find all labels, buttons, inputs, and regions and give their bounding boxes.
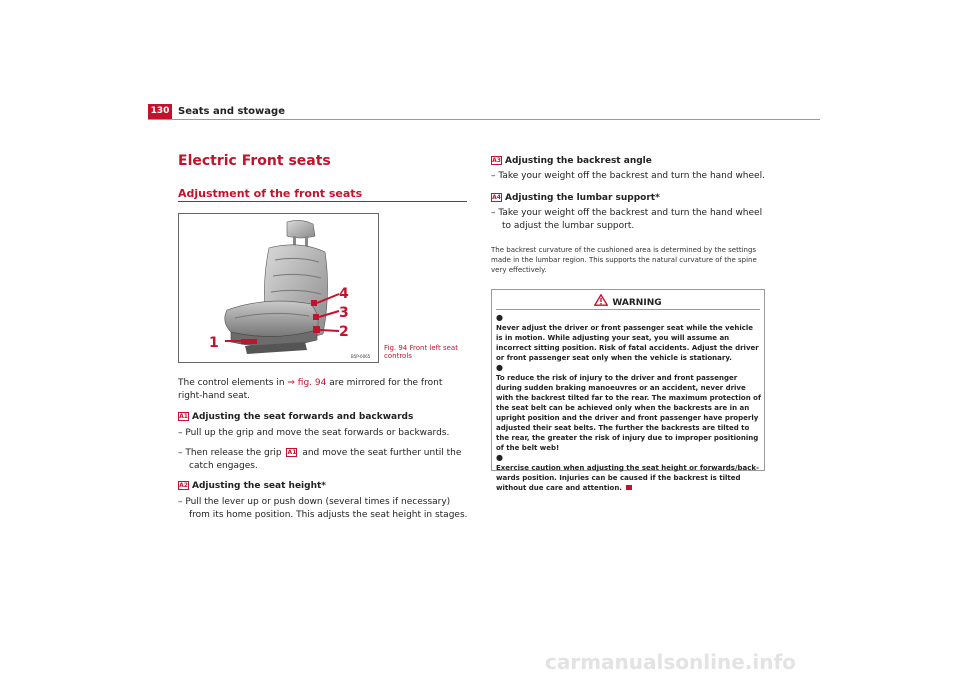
item-a1-step1: – Pull up the grip and move the seat forwards or backwards. (178, 428, 450, 438)
seat-figure (178, 213, 379, 363)
item-a4-step1: – Take your weight off the backrest and turn the hand wheel to adjust the lumbar support. (491, 208, 763, 231)
badge-a1: A1 (179, 413, 188, 420)
warning-list (496, 313, 762, 493)
subtitle-rule (178, 201, 467, 202)
figure-caption: Fig. 94 Front left seat controls (384, 344, 458, 360)
figure-code: B5P-0065 (351, 354, 371, 359)
section-header: Seats and stowage (178, 106, 285, 117)
watermark: carmanualsonline.info (545, 650, 796, 674)
warning-header (492, 294, 764, 309)
subtitle: Adjustment of the front seats (178, 187, 363, 200)
page-number: 130 (148, 104, 172, 119)
item-a3-heading: A3 Adjusting the backrest angle (492, 156, 652, 166)
intro-text: The control elements in ⇒ fig. 94 are mirrored for the front right-hand seat. (178, 378, 443, 401)
item-a2-step1: – Pull the lever up or push down (several times if necessary) from its home position. This adjusts the seat height in stages. (178, 497, 468, 520)
lumbar-note: The backrest curvature of the cushioned area is determined by the settings made in the lumbar region. This supports the natural curvature of the spine very effectively. (491, 246, 757, 274)
badge-a3: A3 (492, 157, 501, 164)
callout-3: 3 (339, 305, 349, 321)
header-rule (148, 119, 820, 120)
warning-item: ● Never adjust the driver or front passenger seat while the vehicle is in motion. While adjusting your seat, you will assume an incorrect sitting position. Risk of fatal accidents. Adjust the driver or front passenger seat only when the vehicle is stationary. (496, 313, 759, 362)
item-a2-heading: A2 Adjusting the seat height* (179, 481, 326, 491)
item-a1-heading: A1 Adjusting the seat forwards and backwards (179, 412, 414, 422)
warning-title: WARNING (612, 298, 662, 308)
page-title: Electric Front seats (178, 153, 331, 169)
warning-icon (594, 294, 608, 306)
callout-4: 4 (339, 286, 349, 302)
badge-a4: A4 (492, 194, 501, 201)
warning-box (491, 289, 765, 492)
badge-a1-inline: A1 (287, 449, 297, 456)
seat-illustration (179, 214, 378, 362)
warning-rule (496, 309, 760, 310)
callout-2: 2 (339, 324, 349, 340)
item-a3-step1: – Take your weight off the backrest and turn the hand wheel. (491, 171, 765, 181)
item-a1-step2: – Then release the grip A1 and move the seat further until the catch engages. (178, 448, 462, 471)
warning-item: ● Exercise caution when adjusting the seat height or forwards/back-wards position. Injuries can be caused if the backrest is tilted without due care and attention. (496, 453, 759, 492)
end-marker (626, 485, 632, 490)
warning-item: ● To reduce the risk of injury to the driver and front passenger during sudden braking manoeuvres or an accident, never drive with the backrest tilted far to the rear. The maximum protection of the seat belt can be achieved only when the backrests are in an upright position and the driver and front passenger have properly adjusted their seat belts. The further the backrests are tilted to the rear, the greater the risk of injury due to improper positioning of the belt web! (496, 363, 761, 452)
figure-reference[interactable]: ⇒ fig. 94 (287, 378, 327, 388)
badge-a2: A2 (179, 482, 188, 489)
callout-1: 1 (209, 335, 219, 351)
item-a4-heading: A4 Adjusting the lumbar support* (492, 193, 660, 203)
